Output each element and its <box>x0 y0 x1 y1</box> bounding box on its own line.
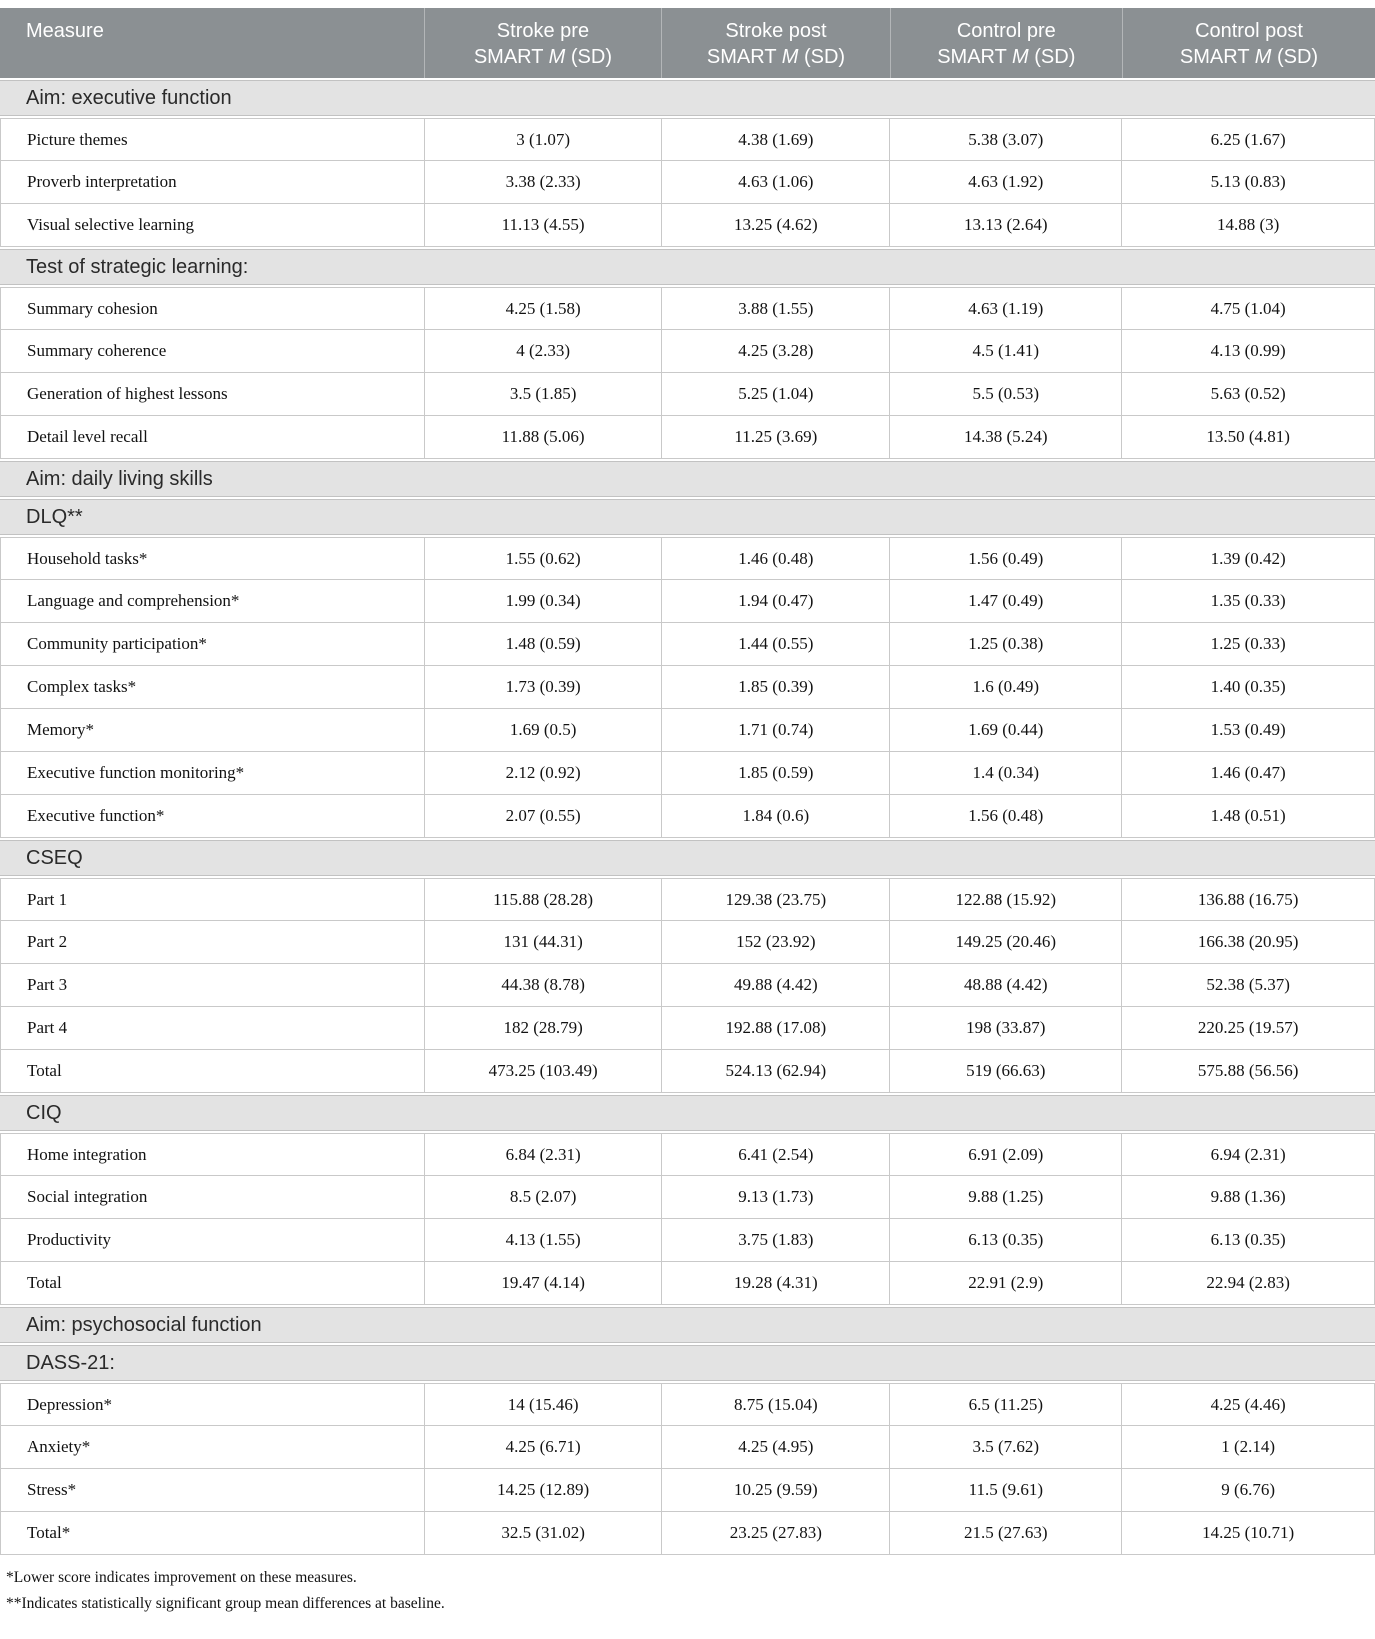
value-cell: 2.07 (0.55) <box>424 795 662 837</box>
section-title: Aim: executive function <box>26 86 232 109</box>
value-cell: 1.40 (0.35) <box>1121 666 1374 708</box>
value-cell: 1.48 (0.51) <box>1121 795 1374 837</box>
value-cell: 4.25 (4.95) <box>661 1426 889 1468</box>
value-cell: 1.56 (0.49) <box>889 538 1121 579</box>
value-cell: 9 (6.76) <box>1121 1469 1374 1511</box>
footnotes <box>0 1565 1375 1617</box>
measure-cell: Stress* <box>27 1480 77 1500</box>
value-cell: 166.38 (20.95) <box>1121 921 1374 963</box>
table-row <box>0 416 1375 459</box>
table-row <box>0 1219 1375 1262</box>
table-row <box>0 287 1375 330</box>
section-header <box>0 1345 1375 1381</box>
column-header <box>0 8 424 78</box>
value-cell: 11.13 (4.55) <box>424 204 662 246</box>
value-cell: 32.5 (31.02) <box>424 1512 662 1554</box>
column-header-line2: SMART M (SD) <box>937 45 1076 68</box>
value-cell: 5.63 (0.52) <box>1121 373 1374 415</box>
table-row <box>0 537 1375 580</box>
value-cell: 14 (15.46) <box>424 1384 662 1425</box>
value-cell: 1.71 (0.74) <box>661 709 889 751</box>
value-cell: 5.25 (1.04) <box>661 373 889 415</box>
column-header-line1: Control pre <box>956 20 1056 42</box>
column-header-line1: Stroke pre <box>496 20 590 42</box>
value-cell: 131 (44.31) <box>424 921 662 963</box>
table-row <box>0 1383 1375 1426</box>
value-cell: 129.38 (23.75) <box>661 879 889 920</box>
table-row <box>0 1007 1375 1050</box>
column-header <box>661 8 889 78</box>
measure-cell: Household tasks* <box>27 548 148 568</box>
value-cell: 1.4 (0.34) <box>889 752 1121 794</box>
column-header-line1: Control post <box>1195 20 1303 42</box>
table-row <box>0 1469 1375 1512</box>
section-title: Aim: daily living skills <box>26 467 213 490</box>
measure-cell: Anxiety* <box>27 1437 91 1457</box>
value-cell: 3.75 (1.83) <box>661 1219 889 1261</box>
value-cell: 23.25 (27.83) <box>661 1512 889 1554</box>
value-cell: 4.63 (1.92) <box>889 161 1121 203</box>
value-cell: 192.88 (17.08) <box>661 1007 889 1049</box>
value-cell: 14.25 (10.71) <box>1121 1512 1374 1554</box>
value-cell: 6.91 (2.09) <box>889 1134 1121 1175</box>
value-cell: 152 (23.92) <box>661 921 889 963</box>
value-cell: 1.48 (0.59) <box>424 623 662 665</box>
measure-cell: Executive function* <box>27 806 165 826</box>
section-header <box>0 1307 1375 1343</box>
section-header <box>0 840 1375 876</box>
value-cell: 1.99 (0.34) <box>424 580 662 622</box>
value-cell: 13.50 (4.81) <box>1121 416 1374 458</box>
column-header <box>424 8 662 78</box>
measure-cell: Detail level recall <box>27 427 148 447</box>
value-cell: 13.13 (2.64) <box>889 204 1121 246</box>
value-cell: 6.41 (2.54) <box>661 1134 889 1175</box>
value-cell: 198 (33.87) <box>889 1007 1121 1049</box>
value-cell: 14.38 (5.24) <box>889 416 1121 458</box>
column-header-line1: Stroke post <box>725 20 827 42</box>
table-row <box>0 1262 1375 1305</box>
measure-cell: Depression* <box>27 1394 112 1414</box>
value-cell: 9.88 (1.25) <box>889 1176 1121 1218</box>
table-row <box>0 118 1375 161</box>
value-cell: 48.88 (4.42) <box>889 964 1121 1006</box>
column-header <box>1122 8 1375 78</box>
value-cell: 1.25 (0.33) <box>1121 623 1374 665</box>
value-cell: 1.46 (0.48) <box>661 538 889 579</box>
table-row <box>0 795 1375 838</box>
footnote: **Indicates statistically significant group mean differences at baseline. <box>6 1595 445 1613</box>
table-row <box>0 330 1375 373</box>
column-header <box>890 8 1122 78</box>
value-cell: 1.56 (0.48) <box>889 795 1121 837</box>
value-cell: 4 (2.33) <box>424 330 662 372</box>
value-cell: 13.25 (4.62) <box>661 204 889 246</box>
table-row <box>0 1050 1375 1093</box>
value-cell: 473.25 (103.49) <box>424 1050 662 1092</box>
measure-cell: Language and comprehension* <box>27 591 240 611</box>
section-title: Test of strategic learning: <box>26 255 249 278</box>
value-cell: 9.88 (1.36) <box>1121 1176 1374 1218</box>
measure-cell: Home integration <box>27 1144 147 1164</box>
value-cell: 52.38 (5.37) <box>1121 964 1374 1006</box>
value-cell: 44.38 (8.78) <box>424 964 662 1006</box>
measure-cell: Executive function monitoring* <box>27 763 245 783</box>
table-row <box>0 204 1375 247</box>
value-cell: 22.94 (2.83) <box>1121 1262 1374 1304</box>
value-cell: 1.69 (0.44) <box>889 709 1121 751</box>
value-cell: 1 (2.14) <box>1121 1426 1374 1468</box>
value-cell: 4.13 (0.99) <box>1121 330 1374 372</box>
value-cell: 524.13 (62.94) <box>661 1050 889 1092</box>
value-cell: 4.25 (3.28) <box>661 330 889 372</box>
table-row <box>0 878 1375 921</box>
value-cell: 22.91 (2.9) <box>889 1262 1121 1304</box>
section-title: CSEQ <box>26 846 83 869</box>
value-cell: 4.63 (1.06) <box>661 161 889 203</box>
value-cell: 3 (1.07) <box>424 119 662 160</box>
footnote: *Lower score indicates improvement on these measures. <box>6 1569 357 1587</box>
measure-cell: Productivity <box>27 1230 112 1250</box>
table-row <box>0 373 1375 416</box>
column-header-line1: Measure <box>26 20 104 42</box>
measure-cell: Social integration <box>27 1187 148 1207</box>
value-cell: 19.28 (4.31) <box>661 1262 889 1304</box>
measure-cell: Part 4 <box>27 1018 68 1038</box>
value-cell: 49.88 (4.42) <box>661 964 889 1006</box>
measure-cell: Total <box>27 1061 62 1081</box>
table-row <box>0 964 1375 1007</box>
section-title: Aim: psychosocial function <box>26 1313 262 1336</box>
measure-cell: Part 1 <box>27 889 68 909</box>
value-cell: 1.46 (0.47) <box>1121 752 1374 794</box>
value-cell: 1.85 (0.59) <box>661 752 889 794</box>
value-cell: 3.38 (2.33) <box>424 161 662 203</box>
value-cell: 6.13 (0.35) <box>1121 1219 1374 1261</box>
value-cell: 11.5 (9.61) <box>889 1469 1121 1511</box>
value-cell: 1.39 (0.42) <box>1121 538 1374 579</box>
value-cell: 5.5 (0.53) <box>889 373 1121 415</box>
value-cell: 1.53 (0.49) <box>1121 709 1374 751</box>
value-cell: 5.38 (3.07) <box>889 119 1121 160</box>
value-cell: 4.63 (1.19) <box>889 288 1121 329</box>
value-cell: 122.88 (15.92) <box>889 879 1121 920</box>
table-row <box>0 1176 1375 1219</box>
value-cell: 1.25 (0.38) <box>889 623 1121 665</box>
table-row <box>0 666 1375 709</box>
measure-cell: Memory* <box>27 720 95 740</box>
value-cell: 1.73 (0.39) <box>424 666 662 708</box>
table-row <box>0 752 1375 795</box>
measure-cell: Part 3 <box>27 975 68 995</box>
section-title: DASS-21: <box>26 1351 115 1374</box>
table-header-row <box>0 8 1375 78</box>
value-cell: 6.13 (0.35) <box>889 1219 1121 1261</box>
value-cell: 5.13 (0.83) <box>1121 161 1374 203</box>
section-header <box>0 461 1375 497</box>
value-cell: 1.47 (0.49) <box>889 580 1121 622</box>
value-cell: 4.75 (1.04) <box>1121 288 1374 329</box>
value-cell: 3.5 (1.85) <box>424 373 662 415</box>
value-cell: 4.38 (1.69) <box>661 119 889 160</box>
table-row <box>0 1133 1375 1176</box>
value-cell: 6.25 (1.67) <box>1121 119 1374 160</box>
value-cell: 1.55 (0.62) <box>424 538 662 579</box>
value-cell: 4.25 (6.71) <box>424 1426 662 1468</box>
measure-cell: Community participation* <box>27 634 207 654</box>
value-cell: 19.47 (4.14) <box>424 1262 662 1304</box>
table-row <box>0 1426 1375 1469</box>
column-header-line2: SMART M (SD) <box>706 45 846 68</box>
table-row <box>0 921 1375 964</box>
value-cell: 10.25 (9.59) <box>661 1469 889 1511</box>
value-cell: 4.25 (4.46) <box>1121 1384 1374 1425</box>
value-cell: 11.88 (5.06) <box>424 416 662 458</box>
value-cell: 8.5 (2.07) <box>424 1176 662 1218</box>
measure-cell: Part 2 <box>27 932 68 952</box>
measure-cell: Summary coherence <box>27 341 167 361</box>
value-cell: 136.88 (16.75) <box>1121 879 1374 920</box>
table-row <box>0 1512 1375 1555</box>
value-cell: 11.25 (3.69) <box>661 416 889 458</box>
measure-cell: Picture themes <box>27 129 128 149</box>
column-header-line2: SMART M (SD) <box>1179 45 1319 68</box>
value-cell: 575.88 (56.56) <box>1121 1050 1374 1092</box>
value-cell: 4.5 (1.41) <box>889 330 1121 372</box>
measures-table <box>0 8 1375 1555</box>
value-cell: 149.25 (20.46) <box>889 921 1121 963</box>
value-cell: 8.75 (15.04) <box>661 1384 889 1425</box>
value-cell: 1.35 (0.33) <box>1121 580 1374 622</box>
section-header <box>0 499 1375 535</box>
table-row <box>0 623 1375 666</box>
section-title: CIQ <box>26 1101 62 1124</box>
value-cell: 1.6 (0.49) <box>889 666 1121 708</box>
value-cell: 21.5 (27.63) <box>889 1512 1121 1554</box>
value-cell: 14.25 (12.89) <box>424 1469 662 1511</box>
value-cell: 14.88 (3) <box>1121 204 1374 246</box>
value-cell: 1.84 (0.6) <box>661 795 889 837</box>
measure-cell: Summary cohesion <box>27 298 158 318</box>
value-cell: 220.25 (19.57) <box>1121 1007 1374 1049</box>
value-cell: 519 (66.63) <box>889 1050 1121 1092</box>
measure-cell: Complex tasks* <box>27 677 137 697</box>
value-cell: 9.13 (1.73) <box>661 1176 889 1218</box>
section-header <box>0 1095 1375 1131</box>
measure-cell: Total* <box>27 1523 71 1543</box>
value-cell: 3.5 (7.62) <box>889 1426 1121 1468</box>
value-cell: 182 (28.79) <box>424 1007 662 1049</box>
measure-cell: Total <box>27 1273 62 1293</box>
measure-cell: Generation of highest lessons <box>27 384 228 404</box>
value-cell: 6.94 (2.31) <box>1121 1134 1374 1175</box>
value-cell: 1.85 (0.39) <box>661 666 889 708</box>
value-cell: 115.88 (28.28) <box>424 879 662 920</box>
value-cell: 4.13 (1.55) <box>424 1219 662 1261</box>
table-row <box>0 580 1375 623</box>
value-cell: 1.94 (0.47) <box>661 580 889 622</box>
table-row <box>0 709 1375 752</box>
section-title: DLQ** <box>26 505 83 528</box>
value-cell: 1.44 (0.55) <box>661 623 889 665</box>
section-header <box>0 80 1375 116</box>
value-cell: 3.88 (1.55) <box>661 288 889 329</box>
measure-cell: Proverb interpretation <box>27 172 177 192</box>
table-body <box>0 80 1375 1555</box>
value-cell: 2.12 (0.92) <box>424 752 662 794</box>
value-cell: 4.25 (1.58) <box>424 288 662 329</box>
measure-cell: Visual selective learning <box>27 215 195 235</box>
column-header-line2: SMART M (SD) <box>473 45 613 68</box>
value-cell: 1.69 (0.5) <box>424 709 662 751</box>
value-cell: 6.84 (2.31) <box>424 1134 662 1175</box>
section-header <box>0 249 1375 285</box>
value-cell: 6.5 (11.25) <box>889 1384 1121 1425</box>
table-row <box>0 161 1375 204</box>
